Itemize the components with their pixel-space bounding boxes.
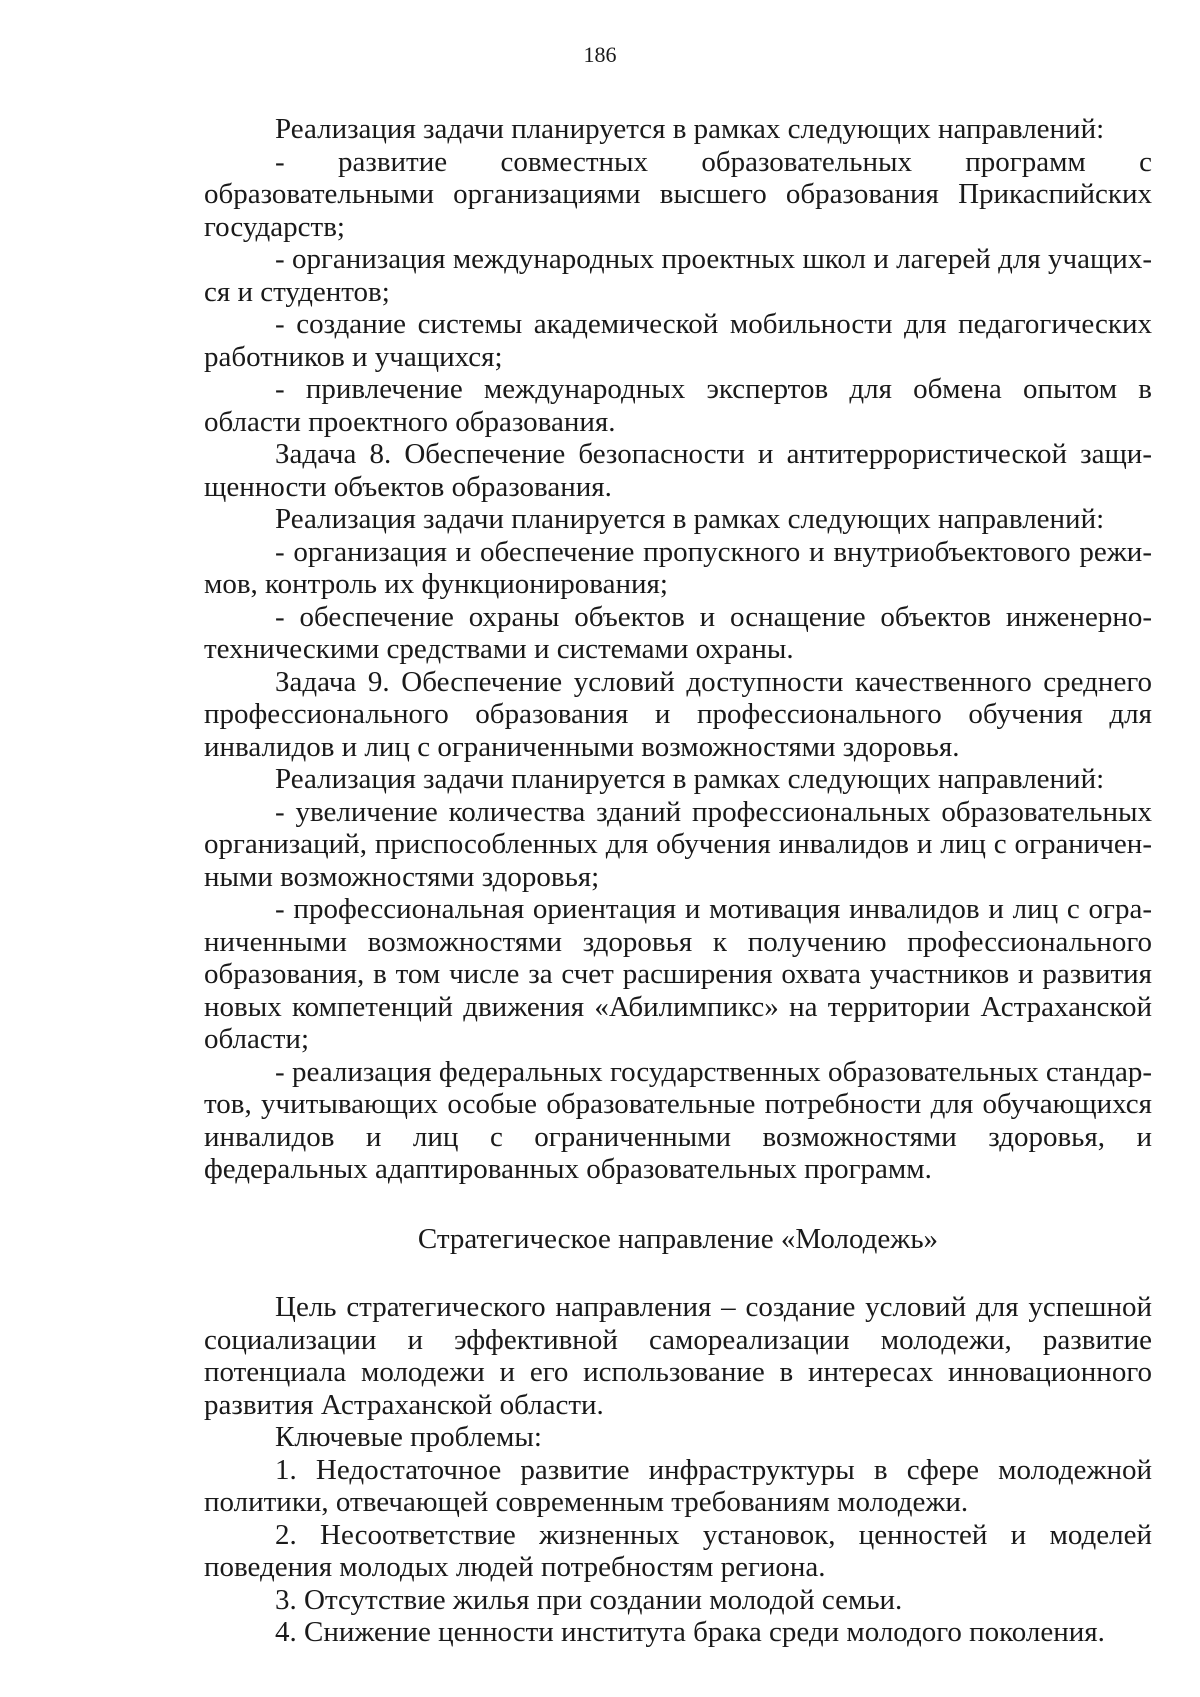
list-item: - организация международных проектных школ и лагерей для учащихся и студентов; (204, 243, 1152, 308)
section-heading: Стратегическое направление «Молодежь» (417, 1222, 939, 1255)
paragraph: Реализация задачи планируется в рамках следующих направлений: (275, 763, 1105, 795)
list-item: - реализация федеральных государственных образовательных стандартов, учитывающих особые образовательные потребности для обучающихся инвалидов и лиц с ограниченными возможностями здоровья, и федеральных адаптированных образовательных программ. (204, 1055, 1152, 1185)
list-item: - обеспечение охраны объектов и оснащение объектов инженерно-техническими средствами и системами охраны. (204, 600, 1152, 665)
paragraph: Реализация задачи планируется в рамках следующих направлений: (275, 503, 1105, 535)
list-item: - создание системы академической мобильности для педагогических работников и учащихся; (204, 308, 1152, 373)
goal-paragraph: Цель стратегического направления – создание условий для успешной социализации и эффективной самореализации молодежи, развитие потенциала молодежи и его использование в интересах инновационного развития Астраханской области. (204, 1291, 1152, 1421)
list-item: 1. Недостаточное развитие инфраструктуры в сфере молодежной политики, отвечающей современным требованиям молодежи. (204, 1453, 1152, 1518)
document-body (204, 113, 1152, 1649)
list-item: - профессиональная ориентация и мотивация инвалидов и лиц с ограниченными возможностями здоровья к получению профессионального образования, в том числе за счет расширения охвата участников и развития новых компетенций движения «Абилимпикс» на территории Астраханской области; (204, 893, 1152, 1055)
list-item: 3. Отсутствие жилья при создании молодой семьи. (275, 1583, 903, 1616)
list-item: - увеличение количества зданий профессиональных образовательных организаций, приспособленных для обучения инвалидов и лиц с ограниченными возможностями здоровья; (204, 795, 1152, 893)
list-item: 2. Несоответствие жизненных установок, ценностей и моделей поведения молодых людей потребностям региона. (204, 1518, 1152, 1583)
task-paragraph: Задача 8. Обеспечение безопасности и антитеррористической защищенности объектов образования. (204, 438, 1152, 503)
page-number: 186 (583, 42, 617, 67)
task-paragraph: Задача 9. Обеспечение условий доступности качественного среднего профессионального образования и профессионального обучения для инвалидов и лиц с ограниченными возможностями здоровья. (204, 665, 1152, 763)
paragraph: Реализация задачи планируется в рамках следующих направлений: (275, 113, 1105, 145)
list-item: - развитие совместных образовательных программ с образовательными организациями высшего образования Прикаспийских государств; (204, 145, 1152, 243)
paragraph: Ключевые проблемы: (275, 1421, 542, 1453)
list-item: - организация и обеспечение пропускного и внутриобъектового режимов, контроль их функционирования; (204, 535, 1152, 600)
list-item: 4. Снижение ценности института брака среди молодого поколения. (275, 1616, 1105, 1648)
list-item: - привлечение международных экспертов для обмена опытом в области проектного образования. (204, 373, 1152, 438)
